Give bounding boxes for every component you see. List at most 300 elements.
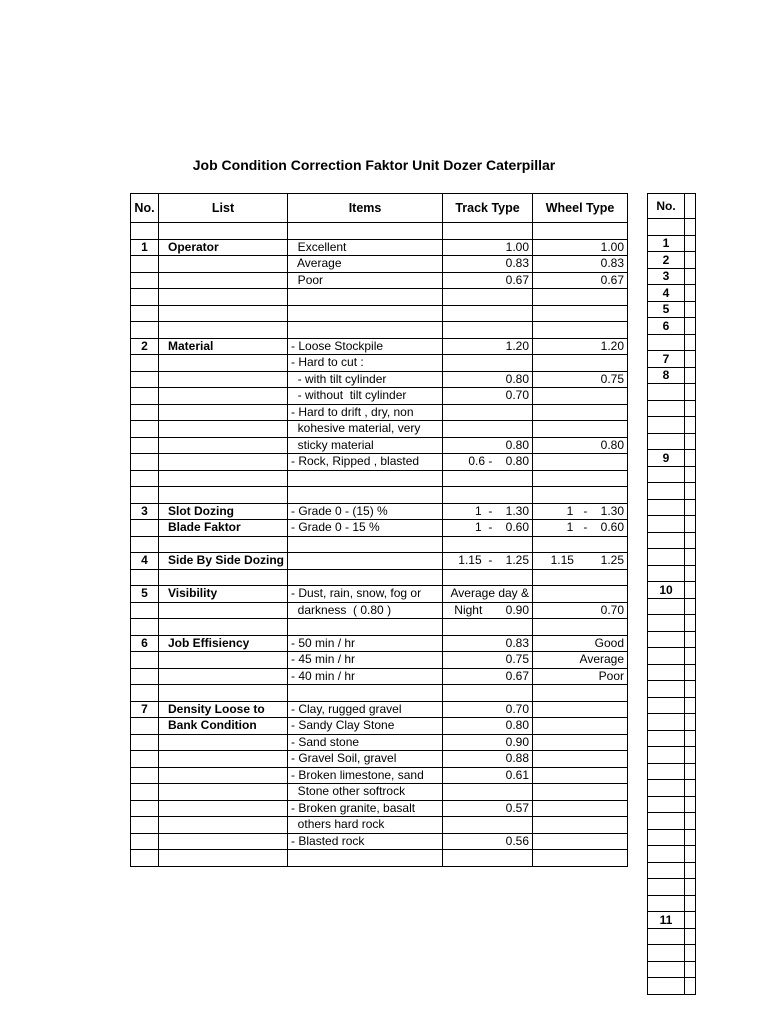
cell-no bbox=[131, 833, 159, 850]
cell-wheel: 1 - 1.30 bbox=[533, 503, 628, 520]
side-table-row bbox=[648, 582, 696, 599]
side-table-row bbox=[648, 664, 696, 681]
cell-items: - Hard to drift , dry, non bbox=[288, 404, 443, 421]
cell-list bbox=[159, 800, 288, 817]
cell-wheel bbox=[533, 322, 628, 339]
table-row bbox=[131, 767, 628, 784]
side-edge-cell bbox=[685, 631, 696, 648]
table-row bbox=[131, 718, 628, 735]
side-cell-no bbox=[648, 846, 685, 863]
side-table-row bbox=[648, 697, 696, 714]
side-edge-cell bbox=[685, 285, 696, 302]
side-table-row bbox=[648, 862, 696, 879]
side-edge-cell bbox=[685, 747, 696, 764]
cell-no bbox=[131, 289, 159, 306]
cell-wheel: 0.67 bbox=[533, 272, 628, 289]
side-edge-cell bbox=[685, 433, 696, 450]
cell-items bbox=[288, 289, 443, 306]
correction-factor-table bbox=[130, 193, 628, 867]
cell-items: - Rock, Ripped , blasted bbox=[288, 454, 443, 471]
cell-items: - Gravel Soil, gravel bbox=[288, 751, 443, 768]
cell-track: 0.70 bbox=[443, 388, 533, 405]
table-row bbox=[131, 701, 628, 718]
side-table-row bbox=[648, 252, 696, 269]
cell-list: Blade Faktor bbox=[159, 520, 288, 537]
cell-list bbox=[159, 355, 288, 372]
cell-no bbox=[131, 223, 159, 240]
table-row bbox=[131, 734, 628, 751]
side-cell-no: 5 bbox=[648, 301, 685, 318]
cell-list: Visibility bbox=[159, 586, 288, 603]
side-cell-no bbox=[648, 664, 685, 681]
cell-track: 1 - 0.60 bbox=[443, 520, 533, 537]
cell-track bbox=[443, 305, 533, 322]
side-table-row bbox=[648, 367, 696, 384]
cell-wheel bbox=[533, 751, 628, 768]
cell-wheel bbox=[533, 784, 628, 801]
cell-track bbox=[443, 619, 533, 636]
cell-no: 3 bbox=[131, 503, 159, 520]
side-edge-cell bbox=[685, 532, 696, 549]
side-cell-no bbox=[648, 879, 685, 896]
side-cell-no bbox=[648, 978, 685, 995]
cell-items: - Clay, rugged gravel bbox=[288, 701, 443, 718]
table-row bbox=[131, 602, 628, 619]
side-edge-cell bbox=[685, 813, 696, 830]
table-row bbox=[131, 421, 628, 438]
cell-track: 1.20 bbox=[443, 338, 533, 355]
cell-wheel bbox=[533, 734, 628, 751]
cell-list bbox=[159, 602, 288, 619]
cell-no bbox=[131, 355, 159, 372]
cell-list bbox=[159, 322, 288, 339]
cell-items: - Broken limestone, sand bbox=[288, 767, 443, 784]
table-row bbox=[131, 668, 628, 685]
side-table-row bbox=[648, 532, 696, 549]
cell-items: - Dust, rain, snow, fog or bbox=[288, 586, 443, 603]
side-edge-cell bbox=[685, 846, 696, 863]
cell-wheel bbox=[533, 404, 628, 421]
cell-items: - Sand stone bbox=[288, 734, 443, 751]
cell-no bbox=[131, 272, 159, 289]
cell-wheel bbox=[533, 289, 628, 306]
side-table-row bbox=[648, 219, 696, 236]
side-cell-no: 3 bbox=[648, 268, 685, 285]
table-row bbox=[131, 652, 628, 669]
table-row bbox=[131, 388, 628, 405]
side-cell-no: 9 bbox=[648, 450, 685, 467]
table-row bbox=[131, 817, 628, 834]
cell-track bbox=[443, 536, 533, 553]
cell-no bbox=[131, 388, 159, 405]
side-table-row bbox=[648, 598, 696, 615]
cell-wheel bbox=[533, 355, 628, 372]
cell-wheel: 0.83 bbox=[533, 256, 628, 273]
cell-items: - Broken granite, basalt bbox=[288, 800, 443, 817]
side-edge-cell bbox=[685, 194, 696, 219]
side-cell-no bbox=[648, 598, 685, 615]
side-edge-cell bbox=[685, 978, 696, 995]
cell-track bbox=[443, 421, 533, 438]
side-edge-cell bbox=[685, 450, 696, 467]
side-edge-cell bbox=[685, 334, 696, 351]
cell-no bbox=[131, 487, 159, 504]
cell-list bbox=[159, 305, 288, 322]
cell-list bbox=[159, 668, 288, 685]
cell-wheel bbox=[533, 833, 628, 850]
cell-track: 1.00 bbox=[443, 239, 533, 256]
table-row bbox=[131, 355, 628, 372]
table-row bbox=[131, 619, 628, 636]
side-table-row bbox=[648, 417, 696, 434]
side-table-row bbox=[648, 384, 696, 401]
side-table-row bbox=[648, 268, 696, 285]
cell-items bbox=[288, 536, 443, 553]
side-table-row bbox=[648, 499, 696, 516]
side-edge-cell bbox=[685, 879, 696, 896]
side-cell-no bbox=[648, 400, 685, 417]
side-edge-cell bbox=[685, 730, 696, 747]
side-edge-cell bbox=[685, 301, 696, 318]
side-cell-no bbox=[648, 648, 685, 665]
cell-wheel bbox=[533, 569, 628, 586]
table-row bbox=[131, 553, 628, 570]
cell-items: - Sandy Clay Stone bbox=[288, 718, 443, 735]
page-title: Job Condition Correction Faktor Unit Dozer Caterpillar bbox=[192, 157, 556, 173]
cell-no bbox=[131, 569, 159, 586]
side-cell-no bbox=[648, 433, 685, 450]
side-table-row bbox=[648, 928, 696, 945]
cell-list bbox=[159, 833, 288, 850]
cell-wheel bbox=[533, 817, 628, 834]
cell-track bbox=[443, 784, 533, 801]
cell-wheel bbox=[533, 800, 628, 817]
cell-wheel bbox=[533, 619, 628, 636]
side-table-row bbox=[648, 780, 696, 797]
side-edge-cell bbox=[685, 681, 696, 698]
side-table-row bbox=[648, 433, 696, 450]
side-table-row bbox=[648, 285, 696, 302]
table-row bbox=[131, 635, 628, 652]
cell-track: 0.67 bbox=[443, 272, 533, 289]
cell-list bbox=[159, 850, 288, 867]
side-table-row bbox=[648, 796, 696, 813]
cell-no bbox=[131, 850, 159, 867]
cell-items: - Grade 0 - 15 % bbox=[288, 520, 443, 537]
side-edge-cell bbox=[685, 235, 696, 252]
side-cell-no bbox=[648, 483, 685, 500]
table-row bbox=[131, 586, 628, 603]
cell-list bbox=[159, 487, 288, 504]
side-table-row bbox=[648, 813, 696, 830]
cell-wheel: 1.20 bbox=[533, 338, 628, 355]
cell-no bbox=[131, 520, 159, 537]
side-table-row bbox=[648, 961, 696, 978]
cell-track bbox=[443, 685, 533, 702]
side-table-row bbox=[648, 450, 696, 467]
side-cell-no bbox=[648, 532, 685, 549]
side-table-row bbox=[648, 466, 696, 483]
cell-items: - with tilt cylinder bbox=[288, 371, 443, 388]
cell-items bbox=[288, 553, 443, 570]
side-table-row bbox=[648, 978, 696, 995]
side-table-row bbox=[648, 879, 696, 896]
side-cell-no: 7 bbox=[648, 351, 685, 368]
side-edge-cell bbox=[685, 516, 696, 533]
side-table-row bbox=[648, 747, 696, 764]
cell-no: 4 bbox=[131, 553, 159, 570]
side-edge-cell bbox=[685, 268, 696, 285]
side-cell-no bbox=[648, 631, 685, 648]
cell-track: 0.57 bbox=[443, 800, 533, 817]
side-cell-no bbox=[648, 466, 685, 483]
cell-items: - 45 min / hr bbox=[288, 652, 443, 669]
cell-wheel bbox=[533, 470, 628, 487]
side-table-row bbox=[648, 681, 696, 698]
side-table-header-row bbox=[648, 194, 696, 219]
cell-track: 0.67 bbox=[443, 668, 533, 685]
side-cell-no bbox=[648, 813, 685, 830]
side-table-row bbox=[648, 714, 696, 731]
cell-items: Poor bbox=[288, 272, 443, 289]
cell-wheel bbox=[533, 305, 628, 322]
side-cell-no bbox=[648, 961, 685, 978]
cell-no: 6 bbox=[131, 635, 159, 652]
side-edge-cell bbox=[685, 829, 696, 846]
side-edge-cell bbox=[685, 664, 696, 681]
cell-track bbox=[443, 322, 533, 339]
cell-track: 0.80 bbox=[443, 718, 533, 735]
cell-list bbox=[159, 454, 288, 471]
cell-track bbox=[443, 404, 533, 421]
side-edge-cell bbox=[685, 483, 696, 500]
cell-no bbox=[131, 371, 159, 388]
cell-track: 0.6 - 0.80 bbox=[443, 454, 533, 471]
side-cell-no bbox=[648, 417, 685, 434]
cell-no bbox=[131, 256, 159, 273]
table-row bbox=[131, 520, 628, 537]
cell-wheel: Good bbox=[533, 635, 628, 652]
cell-track bbox=[443, 569, 533, 586]
cell-no bbox=[131, 404, 159, 421]
table-row bbox=[131, 850, 628, 867]
side-edge-cell bbox=[685, 565, 696, 582]
table-row bbox=[131, 437, 628, 454]
cell-wheel bbox=[533, 454, 628, 471]
cell-track bbox=[443, 817, 533, 834]
side-edge-cell bbox=[685, 862, 696, 879]
side-cell-no: 10 bbox=[648, 582, 685, 599]
side-cell-no bbox=[648, 763, 685, 780]
cell-items bbox=[288, 685, 443, 702]
cell-wheel bbox=[533, 487, 628, 504]
cell-no bbox=[131, 470, 159, 487]
cell-list bbox=[159, 767, 288, 784]
cell-items: - Hard to cut : bbox=[288, 355, 443, 372]
side-table-row bbox=[648, 648, 696, 665]
side-cell-no: 8 bbox=[648, 367, 685, 384]
side-table-row bbox=[648, 318, 696, 335]
cell-list: Slot Dozing bbox=[159, 503, 288, 520]
cell-no bbox=[131, 767, 159, 784]
cell-no bbox=[131, 421, 159, 438]
cell-wheel bbox=[533, 586, 628, 603]
side-edge-cell bbox=[685, 912, 696, 929]
cell-wheel: Average bbox=[533, 652, 628, 669]
side-cell-no: 11 bbox=[648, 912, 685, 929]
side-cell-no bbox=[648, 615, 685, 632]
cell-track: 0.56 bbox=[443, 833, 533, 850]
cell-track bbox=[443, 487, 533, 504]
cell-list bbox=[159, 619, 288, 636]
table-row bbox=[131, 503, 628, 520]
side-edge-cell bbox=[685, 549, 696, 566]
cell-wheel: 1 - 0.60 bbox=[533, 520, 628, 537]
cell-items: darkness ( 0.80 ) bbox=[288, 602, 443, 619]
table-row bbox=[131, 833, 628, 850]
table-row bbox=[131, 784, 628, 801]
cell-wheel: 0.75 bbox=[533, 371, 628, 388]
cell-no: 5 bbox=[131, 586, 159, 603]
table-row bbox=[131, 454, 628, 471]
cell-items bbox=[288, 305, 443, 322]
table-row bbox=[131, 322, 628, 339]
cell-items: Stone other softrock bbox=[288, 784, 443, 801]
side-edge-cell bbox=[685, 367, 696, 384]
side-cell-no bbox=[648, 945, 685, 962]
side-edge-cell bbox=[685, 318, 696, 335]
cell-wheel: Poor bbox=[533, 668, 628, 685]
side-edge-cell bbox=[685, 598, 696, 615]
side-edge-cell bbox=[685, 466, 696, 483]
side-table-row bbox=[648, 483, 696, 500]
side-edge-cell bbox=[685, 763, 696, 780]
side-cell-no bbox=[648, 747, 685, 764]
side-edge-cell bbox=[685, 714, 696, 731]
cell-list bbox=[159, 784, 288, 801]
cell-track: 0.61 bbox=[443, 767, 533, 784]
cell-track bbox=[443, 289, 533, 306]
cell-track: Night 0.90 bbox=[443, 602, 533, 619]
table-row bbox=[131, 371, 628, 388]
cell-list bbox=[159, 272, 288, 289]
cell-items: - without tilt cylinder bbox=[288, 388, 443, 405]
header-list: List bbox=[159, 194, 288, 223]
table-row bbox=[131, 256, 628, 273]
side-cell-no bbox=[648, 219, 685, 236]
side-cell-no bbox=[648, 895, 685, 912]
side-table-row bbox=[648, 301, 696, 318]
side-edge-cell bbox=[685, 219, 696, 236]
side-edge-cell bbox=[685, 945, 696, 962]
cell-items bbox=[288, 487, 443, 504]
side-table-row bbox=[648, 631, 696, 648]
cell-no bbox=[131, 437, 159, 454]
side-table-row bbox=[648, 516, 696, 533]
side-cell-no bbox=[648, 796, 685, 813]
side-table-row bbox=[648, 615, 696, 632]
cell-no bbox=[131, 454, 159, 471]
cell-list: Density Loose to bbox=[159, 701, 288, 718]
cell-no: 1 bbox=[131, 239, 159, 256]
cell-items: - 50 min / hr bbox=[288, 635, 443, 652]
cell-track: 0.83 bbox=[443, 256, 533, 273]
cell-no bbox=[131, 817, 159, 834]
cell-wheel bbox=[533, 701, 628, 718]
cell-no: 7 bbox=[131, 701, 159, 718]
side-cell-no: 4 bbox=[648, 285, 685, 302]
side-table-row bbox=[648, 400, 696, 417]
cell-track: 0.75 bbox=[443, 652, 533, 669]
side-table-row bbox=[648, 565, 696, 582]
cell-no bbox=[131, 685, 159, 702]
side-cell-no: 6 bbox=[648, 318, 685, 335]
header-items: Items bbox=[288, 194, 443, 223]
side-edge-cell bbox=[685, 400, 696, 417]
table-row bbox=[131, 685, 628, 702]
cell-wheel bbox=[533, 850, 628, 867]
cell-track bbox=[443, 850, 533, 867]
side-edge-cell bbox=[685, 928, 696, 945]
cell-wheel bbox=[533, 421, 628, 438]
cell-wheel bbox=[533, 223, 628, 240]
cell-no bbox=[131, 784, 159, 801]
cell-items bbox=[288, 470, 443, 487]
cell-no bbox=[131, 718, 159, 735]
cell-wheel bbox=[533, 536, 628, 553]
table-row bbox=[131, 338, 628, 355]
table-header-row bbox=[131, 194, 628, 223]
side-cell-no bbox=[648, 516, 685, 533]
cell-items: kohesive material, very bbox=[288, 421, 443, 438]
cell-track bbox=[443, 223, 533, 240]
side-edge-cell bbox=[685, 582, 696, 599]
table-row bbox=[131, 751, 628, 768]
side-edge-cell bbox=[685, 895, 696, 912]
cell-track: 1 - 1.30 bbox=[443, 503, 533, 520]
side-table-row bbox=[648, 351, 696, 368]
side-cell-no bbox=[648, 928, 685, 945]
side-edge-cell bbox=[685, 615, 696, 632]
side-cell-no bbox=[648, 829, 685, 846]
cell-items bbox=[288, 569, 443, 586]
side-table-row bbox=[648, 846, 696, 863]
table-row bbox=[131, 569, 628, 586]
cell-track bbox=[443, 470, 533, 487]
side-table-row bbox=[648, 829, 696, 846]
side-header-no: No. bbox=[648, 194, 685, 219]
side-edge-cell bbox=[685, 780, 696, 797]
cell-no bbox=[131, 619, 159, 636]
cell-wheel bbox=[533, 388, 628, 405]
cell-items: Excellent bbox=[288, 239, 443, 256]
side-edge-cell bbox=[685, 252, 696, 269]
side-cell-no bbox=[648, 714, 685, 731]
side-table-row bbox=[648, 895, 696, 912]
cell-list bbox=[159, 536, 288, 553]
cell-list bbox=[159, 751, 288, 768]
cell-no bbox=[131, 536, 159, 553]
cell-no bbox=[131, 305, 159, 322]
side-cell-no bbox=[648, 499, 685, 516]
side-edge-cell bbox=[685, 384, 696, 401]
cell-no bbox=[131, 668, 159, 685]
cell-track bbox=[443, 355, 533, 372]
cell-list bbox=[159, 817, 288, 834]
cell-no bbox=[131, 751, 159, 768]
cell-items: Average bbox=[288, 256, 443, 273]
cell-wheel bbox=[533, 685, 628, 702]
